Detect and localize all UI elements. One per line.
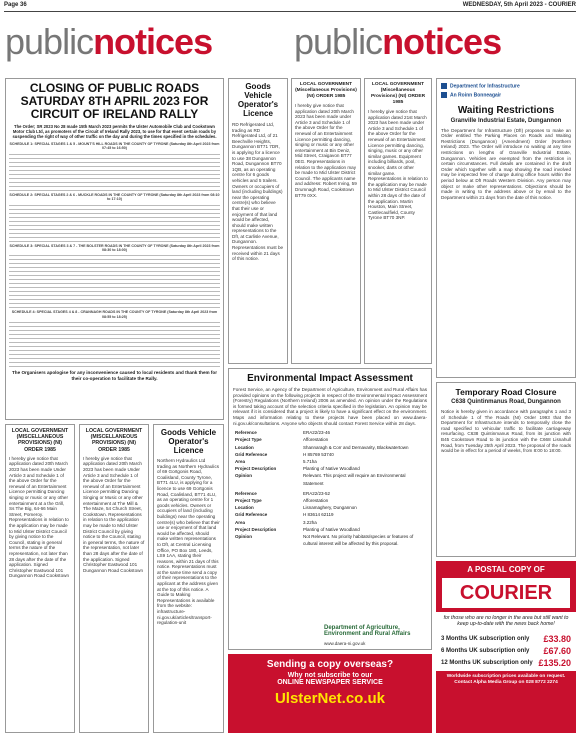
dfi-logo-icon: [441, 83, 447, 89]
rally-footer: The Organisers apologise for any inconvenience caused to local residents and thank them for their co-operation to facilitate the Rally.: [12, 370, 217, 381]
eia-entry-1: Reference ERA22/23-46 Project Type Afforestation Location Shannaragh & Corr and Dernavarity, Blackwatertown Grid Reference H 85769 53740 Area 5.71ha Project Description Planting of Native Woodland Opinion Relevant. This project will require an Environmental Statement: [235, 430, 409, 486]
postal-subscription-ad[interactable]: A POSTAL COPY OF COURIER for those who are no longer in the area but still want to keep up-to-date with the news back home! 3 Months UK subscription only £33.80 6 Months UK subscription only £67.60 12 Months UK subscription only £135.20 Worldwide subscription prices available on request. Contact Alpha Media Group on 028 8772 2274: [436, 561, 576, 733]
daera-url: www.daera-ni.gov.uk: [324, 641, 366, 646]
schedule-1-heading: SCHEDULE 1: SPECIAL STAGES 1 & 5 - MOUNT'S HILL ROADS IN THE COUNTY OF TYRONE (Saturday 8th April 2023 from 07:45 to 16:50): [9, 142, 220, 151]
ulsternet-link[interactable]: UlsterNet.co.uk: [274, 690, 386, 707]
subscription-option-3-months[interactable]: 3 Months UK subscription only £33.80: [441, 633, 571, 644]
entertainment-licence-notice-1: LOCAL GOVERNMENT (Miscellaneous Provisions) (NI) ORDER 1985 I hereby give notice that application dated 20th March 2023 has been made under Article 3 and Schedule 1 of the above Order for the renewal of an Entertainment Licence permitting dancing, singing or music or any other entertainment at Bin Deniz, Mid Street, Craigavon BT77 0EG. Representations in relation to the application may be made to Mid Ulster District Council. The applicants name and address: Robert Irving, 59 Drumnagh Road, Cookstown BT79 0XX.: [291, 78, 361, 364]
rally-intro: The Order; SR 2023 No 28 made 15th March 2023 permits the Ulster Automobile Club and Cookstown Motor Club Ltd, as promoters of the Circuit of Ireland Rally 2023, to use for that event certain roads by suspending the right of way of other traffic on the day and during the times specified in the schedules.: [12, 124, 217, 139]
schedule-4-body: [9, 319, 220, 367]
masthead-left: publicnotices: [5, 21, 213, 62]
schedule-2-body: [9, 202, 220, 242]
entertainment-licence-notice-3: LOCAL GOVERNMENT (MISCELLANEOUS PROVISIONS) (NI) ORDER 1985 I hereby give notice that application dated 20th March 2023 has been made Under Article 3 and Schedule 1 of the above Order for the renewal of an Entertainment Licence permitting Dancing singing or music or any other entertainment at a the Grill, Ss The Big, 64-66 Main Street, Pomeroy. Representations in relation to the application may be made to Mid Ulster District Council by giving notice to the Council, stating in general terms the nature of the representation, not later than 28 days after the date of the application. Signed Christopher Eastwood 101 Dungannon Road Cookstown: [5, 424, 75, 733]
goods-vehicle-notice-2: Goods Vehicle Operator's Licence Northern Hydraulics Ltd trading as Northern Hydraulics of 69 Gortgonis Road, Coalisland, County Tyrone, BT71 4LU, is applying for a licence to use 69 Gortgonis Road, Coalisland, BT71 4LU, as an operating centre for 1 goods vehicles. Owners or occupiers of land (including buildings) near the operating centre(s) who believe that their use or enjoyment of that land would be affected, should make written representations to DfI, at Central Licensing Office, PO Box 180, Leeds, LS9 1AA, stating their reasons, within 21 days of this notice. Representations must at the same time send a copy of their representations to the applicant at the address given at the top of this notice. A Guide to Making Representations is available from the website: infrastructure-ni.gov.uk/articles/transport-regulation-unit: [153, 424, 224, 733]
subscription-tagline: for those who are no longer in the area but still want to keep up-to-date with the news back home!: [436, 612, 576, 631]
rally-road-closure-notice: [5, 78, 224, 420]
subscription-option-12-months[interactable]: 12 Months UK subscription only £135.20: [441, 657, 571, 668]
subscription-footer: Worldwide subscription prices available on request. Contact Alpha Media Group on 028 8772 2274: [446, 673, 566, 685]
goods-vehicle-notice-1: Goods Vehicle Operator's Licence RD Refrigerated Ltd, trading as RD Refrigerated Ltd, of 21 Beechville Heights, Dungannon BT71 7DR, is applying for a licence to use 38 Dungannon Road, Dungannon BT70 1QB, as an operating centre for 6 goods vehicles and 5 trailers. Owners or occupiers of land (including buildings) near the operating centre(s) who believe that their use or enjoyment of that land would be affected, should make written representations to the DfI, at Carlisle Avenue, Dungannon. Representations must be received within 21 days of this notice.: [228, 78, 288, 364]
masthead-right: publicnotices: [294, 21, 502, 62]
eia-entry-2: Reference ERA22/23-52 Project Type Afforestation Location Lisnamaghery, Dungannon Grid Reference H 83614 62119 Area 3.22ha Project Description Planting of Native Woodland Opinion Not Relevant. No priority habitats/species or features of cultural interest will be affected by this proposal.: [235, 490, 414, 547]
dfi-logo-1: Department for Infrastructure: [441, 83, 571, 89]
header-divider: [4, 11, 576, 12]
entertainment-licence-notice-2: LOCAL GOVERNMENT (Miscellaneous Provisions) (NI) ORDER 1985 I hereby give notice that application dated 21st March 2023 has been made under Article 3 and Schedule 1 of the above Order for the renewal of an Entertainment Licence permitting dancing, singing, music or any other similar games. Equipment including billiards, pool, snooker, darts or other similar game. Representations in relation to the application may be made to Mid Ulster District Council within 28 days of the date of the application. Martin Houston, Main Street, Castlecaulfield, County Tyrone BT70 3NP.: [364, 78, 432, 364]
rally-title: CLOSING OF PUBLIC ROADS SATURDAY 8TH APRIL 2023 FOR CIRCUIT OF IRELAND RALLY: [20, 81, 209, 121]
environmental-impact-assessment-notice: Environmental Impact Assessment Forest Service, an Agency of the Department of Agriculture, Environment and Rural Affairs has provided opinions on the following projects in respect of the Environmental Impact Assessment (Forestry) Regulations (Northern Ireland) 2006 as amended. An opinion under the Regulations is formed taking account of the selection criteria specified in the legislation. An opinion may be relevant if it is considered that a project is likely to have a significant effect on the environment. Maps and information relating to these projects have been placed on www.daera-ni.gov.uk/consultations. Anyone who objects should contact Forest Service within 28 days. Reference ERA22/23-46 Project Type Afforestation Location Shannaragh & Corr and Dernavarity, Blackwatertown Grid Reference H 85769 53740 Area 5.71ha Project Description Planting of Native Woodland Opinion Relevant. This project will require an Environmental Statement Reference ERA22/23-52 Project Type Afforestation Location Lisnamaghery, Dungannon Grid Reference H 83614 62119 Area 3.22ha Project Description Planting of Native Woodland Opinion Not Relevant. No priority habitats/species or features of cultural interest will be affected by this proposal. Department of Agriculture, Environment and Rural Affairs www.daera-ni.gov.uk: [228, 368, 432, 650]
dfi-logo-icon: [441, 92, 447, 98]
courier-logo: COURIER: [442, 578, 570, 608]
online-newspaper-ad[interactable]: Sending a copy overseas? Why not subscribe to our ONLINE NEWSPAPER SERVICE UlsterNet.co.uk: [228, 654, 432, 733]
entertainment-licence-notice-4: LOCAL GOVERNMENT (MISCELLANEOUS PROVISIONS) (NI) ORDER 1985 I hereby give notice that application dated 20th March 2023 has been made Under Article 3 and Schedule 1 of the above Order for the renewal of an Entertainment Licence permitting Dancing Singing or Music or any other entertainment at The Mill & The Maze, 54 Church Street, Cookstown. Representations in relation to the application may be made to Mid Ulster District Council by giving notice to the Council, stating in general terms, the nature of the representation, not later than 28 days after the date of the application. Signed Christopher Eastwood 101 Dungannon Road Cookstown: [79, 424, 149, 733]
dfi-logo-2: An Roinn Bonneagair: [441, 92, 571, 98]
subscription-option-6-months[interactable]: 6 Months UK subscription only £67.60: [441, 645, 571, 656]
subscription-options: [436, 631, 576, 671]
page-date: WEDNESDAY, 5th April 2023 - COURIER: [462, 2, 576, 8]
schedule-3-heading: SCHEDULE 3: SPECIAL STAGES 3 & 7 - THE BOLSTER ROADS IN THE COUNTY OF TYRONE (Saturday 8th April 2023 from 08:30 to 18:00): [9, 243, 220, 253]
schedule-1-body: [9, 151, 220, 191]
schedule-2-heading: SCHEDULE 2: SPECIAL STAGES 2 & 6 - MUCKLE ROADS IN THE COUNTY OF TYRONE (Saturday 8th April 2023 from 08:10 to 17:10): [9, 192, 220, 202]
schedule-4-heading: SCHEDULE 4: SPECIAL STAGES 4 & 8 - CRANNAGH ROADS IN THE COUNTY OF TYRONE (Saturday 8th April 2023 from 08:55 to 18:25): [11, 310, 218, 319]
page-number: Page 36: [4, 2, 27, 8]
temporary-road-closure-notice: Temporary Road Closure C638 Quintinmanus Road, Dungannon Notice is hereby given in accordance with paragraphs 1 and 3 of Schedule 1 of The Roads (NI) Order 1993 that the Department for Infrastructure intends to temporarily close the road specified to vehicular traffic to facilitate carriageway resurfacing. C638 Quintinmanus Road, from its junction with B45 Cookstown Road to its junction with the C668 Lisnahull Road, from Tuesday 25th April 2023. The proposal of the roads would be in effect for a period of weeks, from 8:00 to 18:00.: [436, 382, 576, 557]
daera-logo: Department of Agriculture, Environment and Rural Affairs: [324, 625, 411, 637]
waiting-restrictions-notice: Department for Infrastructure An Roinn Bonneagair Waiting Restrictions Granville Industrial Estate, Dungannon The Department for Infrastructure (DfI) proposes to make an Order entitled The Parking Places on Roads and Waiting Restrictions (Dungannon) (Amendment) Order (Northern Ireland) 2023. The Order will introduce no waiting at any time restrictions on lengths of Granville Industrial Estate, Dungannon. Vehicles are exempted from the restriction in certain circumstances. Full details are contained in the draft Order which together with a map showing the road involved may be inspected free of charge during office hours within the period below at DfI Roads Western Division. Any person may object or make other representations. Objections should be made in writing to the address above or by email to the Department within 21 days from the date of this notice.: [436, 78, 576, 378]
schedule-3-body: [9, 252, 220, 308]
